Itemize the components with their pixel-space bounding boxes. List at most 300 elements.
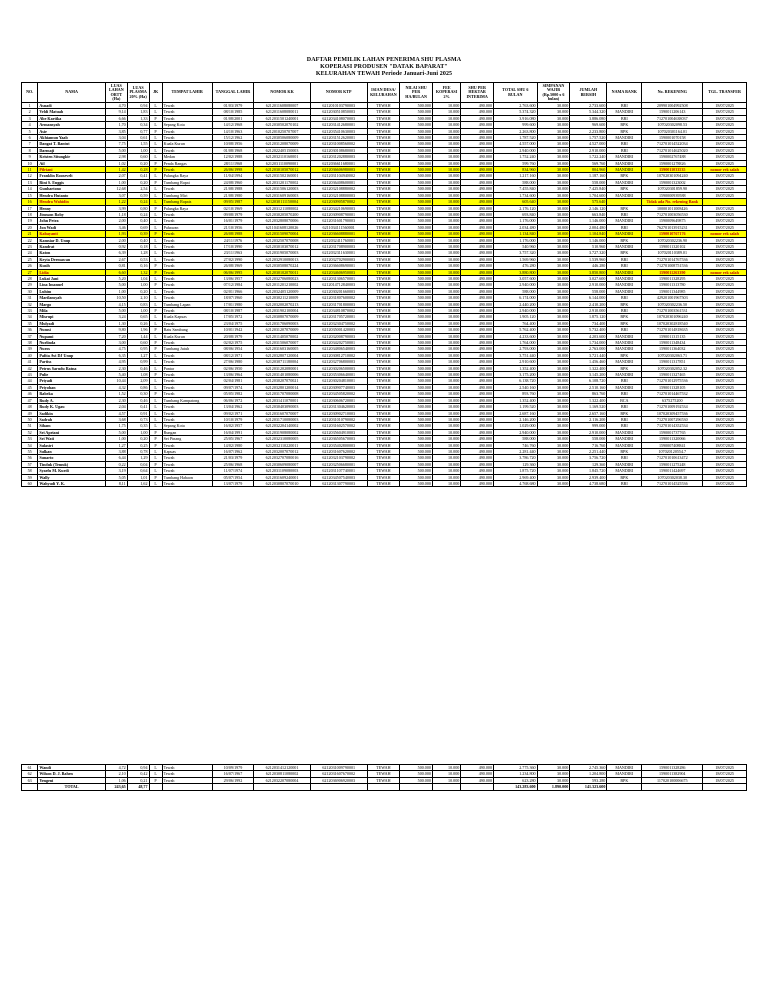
cell-no: 50 [22,416,38,422]
cell-per: 490.000 [461,103,494,109]
cell-plasma: 0,35 [127,423,149,429]
cell-bank: MANDIRI [607,384,642,390]
cell-tempat: Tewah [162,275,212,281]
cell-ktp: 6212032008790003 [310,333,367,339]
cell-no: 18 [22,211,38,217]
column-header: SIMPANAN WAJIB (Rp.5000 x 6 bulan) [537,83,570,103]
cell-name: Petrus Sarudu Ratna [38,365,106,371]
cell-jk: P [149,263,162,269]
cell-fee: 10.000 [432,218,460,224]
cell-name: Rabeka [38,391,106,397]
cell-total: 2.263.800 [494,128,538,134]
cell-luas: 1,18 [105,211,127,217]
cell-plasma: 0,59 [127,192,149,198]
cell-rek: 107020309457536 [642,410,703,416]
cell-bersih: 4.527.000 [570,141,607,147]
cell-tgl: 25/05/1967 [212,436,253,442]
cell-nilai: 500.000 [400,205,433,211]
cell-nilai: 500.000 [400,771,433,777]
cell-plasma: 0,77 [127,128,149,134]
cell-tempat: Tewah [162,237,212,243]
cell-rek: 1590001737765 [642,429,703,435]
cell-per: 490.000 [461,135,494,141]
cell-simpanan: 30.000 [537,179,570,185]
cell-luas: 1,27 [105,442,127,448]
cell-desa: TEWAH [367,237,400,243]
cell-simpanan: 30.000 [537,474,570,480]
cell-no: 45 [22,384,38,390]
cell-rek: 1590001278826 [642,160,703,166]
cell-name: Wandi [38,765,106,771]
total-total: 143.283.600 [494,784,538,790]
cell-name: Pilriani [38,167,106,173]
cell-rek: 1590011328105 [642,384,703,390]
cell-fee: 10.000 [432,410,460,416]
cell-tf: 18/07/2025 [703,103,747,109]
cell-desa: TEWAH [367,141,400,147]
cell-bersih: 5.732.400 [570,327,607,333]
cell-simpanan: 30.000 [537,777,570,783]
cell-name: Nurlinda [38,340,106,346]
cell-plasma: 0,21 [127,777,149,783]
cell-ktp: 6212032702900003 [310,256,367,262]
cell-total: 1.764.000 [494,340,538,346]
cell-rek: 1590011344985 [642,288,703,294]
cell-jk: L [149,765,162,771]
cell-bank: BRI [607,404,642,410]
cell-desa: TEWAH [367,372,400,378]
cell-desa: TEWAH [367,416,400,422]
cell-total: 2.910.600 [494,359,538,365]
cell-fee: 10.000 [432,372,460,378]
cell-bersih: 2.657.160 [570,410,607,416]
cell-kk: 6212032007070012 [254,448,311,454]
cell-luas: 5,00 [105,147,127,153]
cell-tempat: Tewah [162,135,212,141]
cell-bersih: 2.116.200 [570,416,607,422]
cell-rek: 762701013915231 [642,224,703,230]
cell-plasma: 0,20 [127,436,149,442]
cell-kk: 6212032808070006 [254,218,311,224]
cell-name: Dangat T. Bantut [38,141,106,147]
cell-tempat: Tewah [162,765,212,771]
cell-bersih: 5.344.320 [570,109,607,115]
cell-fee: 10.000 [432,346,460,352]
cell-nilai: 500.000 [400,455,433,461]
cell-nilai: 500.000 [400,218,433,224]
cell-tgl: 05/05/1982 [212,391,253,397]
cell-total: 2.940.000 [494,282,538,288]
cell-bank: MANDIRI [607,771,642,777]
cell-kk: 6212032801200014 [254,384,311,390]
cell-no: 16 [22,199,38,205]
cell-bank: BRI [607,263,642,269]
cell-per: 490.000 [461,128,494,134]
cell-no: 4 [22,122,38,128]
cell-tf: 18/07/2025 [703,365,747,371]
cell-fee: 10.000 [432,314,460,320]
cell-tgl: 27/06/1980 [212,359,253,365]
cell-kk: 6212030105070012 [254,167,311,173]
cell-jk: L [149,378,162,384]
cell-name: Numsi [38,327,106,333]
cell-name: Franklin Roosevelt [38,173,106,179]
cell-plasma: 0,42 [127,771,149,777]
cell-bersih: 1.322.400 [570,365,607,371]
cell-plasma: 0,18 [127,243,149,249]
cell-tgl: 11/04/1994 [212,173,253,179]
cell-rek: 107020302236.90 [642,237,703,243]
cell-plasma: 0,95 [127,346,149,352]
cell-kk: 6212032910080013 [254,256,311,262]
cell-tf: nomor rek salah [703,231,747,237]
cell-bersih: 3.145.200 [570,372,607,378]
cell-jk: L [149,192,162,198]
cell-tgl: 26/08/1988 [212,231,253,237]
cell-simpanan: 30.000 [537,480,570,486]
cell-luas: 1,02 [105,160,127,166]
cell-luas: 0,92 [105,243,127,249]
cell-simpanan: 30.000 [537,359,570,365]
cell-simpanan: 30.000 [537,404,570,410]
cell-per: 490.000 [461,771,494,777]
cell-tf: 18/07/2025 [703,455,747,461]
cell-total: 1.217.160 [494,173,538,179]
cell-ktp: 6212031107740001 [310,468,367,474]
cell-total: 999.600 [494,122,538,128]
cell-rek: 107020110389.01 [642,250,703,256]
cell-luas: 2,07 [105,173,127,179]
cell-luas: 1,22 [105,199,127,205]
cell-tf: 18/07/2025 [703,147,747,153]
cell-tgl: 25/06/1968 [212,461,253,467]
total-label: TOTAL [38,784,106,790]
cell-tgl: 02/04/1981 [212,378,253,384]
cell-bank: BCA [607,397,642,403]
cell-jk: L [149,771,162,777]
cell-tempat: Tewah [162,461,212,467]
cell-per: 490.000 [461,378,494,384]
cell-tempat: Tewah [162,218,212,224]
cell-tgl: 02/01/1966 [212,288,253,294]
cell-plasma: 2,10 [127,295,149,301]
cell-tempat: Tumbang Kampatong [162,397,212,403]
cell-total: 1.752.240 [494,154,538,160]
cell-tf: 18/07/2025 [703,218,747,224]
cell-luas: 3,68 [105,416,127,422]
cell-no: 10 [22,160,38,166]
cell-bersih: 575.640 [570,199,607,205]
cell-rek: 712701014525536 [642,480,703,486]
cell-bersih: 1.757.520 [570,135,607,141]
cell-desa: TEWAH [367,765,400,771]
cell-jk: L [149,359,162,365]
cell-simpanan: 30.000 [537,269,570,275]
cell-no: 54 [22,442,38,448]
cell-tgl: 27/02/1990 [212,256,253,262]
cell-name: Lina Imanuel [38,282,106,288]
cell-ktp: 6212030510850003 [310,109,367,115]
cell-rek: 107020302052.32 [642,365,703,371]
cell-plasma: 0,41 [127,404,149,410]
cell-bank: BRI [607,295,642,301]
cell-jk: L [149,455,162,461]
cell-no: 19 [22,218,38,224]
cell-tempat: Tumbang Lapan [162,301,212,307]
cell-tf: 18/07/2025 [703,416,747,422]
cell-bank: BRI [607,224,642,230]
cell-no: 31 [22,295,38,301]
cell-no: 6 [22,135,38,141]
cell-nilai: 500.000 [400,308,433,314]
cell-jk: P [149,231,162,237]
cell-no: 30 [22,288,38,294]
cell-luas: 5,40 [105,372,127,378]
cell-plasma: 0,20 [127,179,149,185]
cell-plasma: 0,80 [127,205,149,211]
cell-per: 490.000 [461,282,494,288]
cell-kk: 6212031707080008 [254,391,311,397]
cell-per: 490.000 [461,167,494,173]
cell-bank: MANDIRI [607,135,642,141]
cell-bank: BRI [607,115,642,121]
cell-nilai: 500.000 [400,327,433,333]
cell-rek: 712701014352534 [642,423,703,429]
cell-ktp: 6212036611680001 [310,160,367,166]
cell-per: 490.000 [461,231,494,237]
cell-name: Rini S. Enggis [38,179,106,185]
cell-bersih: 2.510.160 [570,384,607,390]
cell-total: 605.640 [494,199,538,205]
cell-name: Sunarto [38,455,106,461]
cell-fee: 10.000 [432,231,460,237]
cell-tempat: Sei Pinang [162,436,212,442]
cell-kk: 6212032002070213 [254,301,311,307]
cell-ktp: 6212035402800003 [310,442,367,448]
cell-rek: 712701014522034 [642,141,703,147]
cell-fee: 10.000 [432,186,460,192]
cell-rek: 1590011364032 [642,346,703,352]
cell-tf: 18/07/2025 [703,160,747,166]
cell-name: John Petra [38,218,106,224]
cell-luas: 1,30 [105,320,127,326]
cell-plasma: 0,24 [127,211,149,217]
cell-kk: 6212032706080023 [254,275,311,281]
cell-ktp: 6212031705720001 [310,314,367,320]
cell-fee: 10.000 [432,173,460,179]
cell-bank: BRI [607,327,642,333]
cell-no: 11 [22,167,38,173]
cell-tf: 18/07/2025 [703,295,747,301]
cell-plasma: 0,69 [127,224,149,230]
cell-rek: 107020302236.50 [642,301,703,307]
cell-fee: 10.000 [432,211,460,217]
cell-ktp: 6212034210690003 [310,205,367,211]
cell-jk: L [149,154,162,160]
cell-total: 3.057.600 [494,275,538,281]
cell-bersih: 1.169.520 [570,404,607,410]
cell-per: 490.000 [461,404,494,410]
cell-tgl: 26/06/1998 [212,167,253,173]
cell-bank: BPK [607,250,642,256]
cell-name: Wally [38,474,106,480]
cell-tgl: 21/10/1956 [212,224,253,230]
cell-tempat: Tumbang Rapais [162,199,212,205]
cell-tempat: Medan [162,154,212,160]
cell-tf: 18/07/2025 [703,436,747,442]
cell-bersih: 1.734.000 [570,340,607,346]
cell-jk: L [149,365,162,371]
cell-no: 42 [22,365,38,371]
cell-desa: TEWAH [367,771,400,777]
cell-tgl: 15/12/1962 [212,135,253,141]
cell-kk: 6212011608080007 [254,103,311,109]
cell-kk: 6212030807070009 [254,314,311,320]
cell-bersih: 7.425.840 [570,186,607,192]
cell-luas: 3,19 [105,468,127,474]
cell-ktp: 6212034108070003 [310,115,367,121]
cell-tgl: 13/07/1979 [212,480,253,486]
cell-bank: MANDIRI [607,359,642,365]
cell-luas: 4,72 [105,765,127,771]
cell-rek: 107020302818540 [642,320,703,326]
cell-tf: 18/07/2025 [703,211,747,217]
cell-tgl: 01/08/2001 [212,115,253,121]
cell-tempat: Tewah [162,288,212,294]
cell-tgl: 20/08/1979 [212,333,253,339]
cell-ktp: 6212031701800003 [310,301,367,307]
cell-plasma: 1,00 [127,282,149,288]
cell-ktp: 6212030204810001 [310,378,367,384]
cell-rek: 1590010767176 [642,231,703,237]
cell-name: Lidia [38,269,106,275]
cell-tempat: Tewah [162,771,212,777]
cell-tf: 18/07/2025 [703,352,747,358]
cell-bank: MANDIRI [607,269,642,275]
column-header: NAMA [38,83,106,103]
cell-plasma: 0,94 [127,765,149,771]
column-header: NOMOR KK [254,83,311,103]
cell-desa: TEWAH [367,288,400,294]
cell-kk: 6212031607070007 [254,410,311,416]
cell-luas: 0,22 [105,461,127,467]
cell-total: 3.786.720 [494,455,538,461]
cell-simpanan: 30.000 [537,231,570,237]
cell-ktp: 6212036606980003 [310,167,367,173]
cell-luas: 2,30 [105,365,127,371]
cell-per: 490.000 [461,154,494,160]
column-header: NILAI SHU PER HA/BULAN [400,83,433,103]
cell-tempat: Batu Sambung [162,327,212,333]
cell-per: 490.000 [461,237,494,243]
cell-tempat: Tewah [162,128,212,134]
cell-tempat: Tewah [162,416,212,422]
cell-per: 490.000 [461,308,494,314]
cell-fee: 10.000 [432,243,460,249]
cell-per: 490.000 [461,147,494,153]
cell-simpanan: 30.000 [537,314,570,320]
cell-tf: 18/07/2025 [703,346,747,352]
cell-fee: 10.000 [432,352,460,358]
cell-tgl: 09/05/1987 [212,199,253,205]
cell-no: 25 [22,256,38,262]
cell-per: 490.000 [461,455,494,461]
cell-desa: TEWAH [367,410,400,416]
cell-kk: 6212032507070008 [254,237,311,243]
cell-plasma: 1,44 [127,333,149,339]
cell-bersih: 2.146.120 [570,205,607,211]
cell-jk: L [149,416,162,422]
cell-plasma: 1,62 [127,480,149,486]
cell-desa: TEWAH [367,301,400,307]
cell-tempat: Kuala Kurun [162,333,212,339]
cell-tempat: Tewah [162,186,212,192]
cell-jk: L [149,333,162,339]
cell-tgl: 24/11/1976 [212,237,253,243]
cell-ktp: 6212031009790001 [310,765,367,771]
cell-total: 1.234.800 [494,771,538,777]
cell-jk: L [149,224,162,230]
cell-simpanan: 30.000 [537,468,570,474]
cell-no: 27 [22,269,38,275]
cell-bank: BRI [607,211,642,217]
cell-per: 490.000 [461,205,494,211]
cell-fee: 10.000 [432,295,460,301]
cell-tgl: 09/08/1979 [212,211,253,217]
cell-total: 1.875.720 [494,468,538,474]
cell-simpanan: 30.000 [537,250,570,256]
cell-kk: 6212031506120003 [254,186,311,192]
cell-tgl: 26/08/1969 [212,263,253,269]
cell-jk: P [149,346,162,352]
cell-tf: 18/07/2025 [703,397,747,403]
cell-luas: 1,70 [105,122,127,128]
cell-simpanan: 30.000 [537,391,570,397]
cell-nilai: 500.000 [400,314,433,320]
cell-per: 490.000 [461,211,494,217]
cell-tgl: 12/02/1988 [212,154,253,160]
cell-plasma: 0,16 [127,263,149,269]
cell-total: 2.969.400 [494,474,538,480]
cell-tgl: 14/02/1980 [212,442,253,448]
cell-tempat: Sepang Kota [162,423,212,429]
cell-per: 490.000 [461,173,494,179]
cell-tempat: Tumbang Habaon [162,474,212,480]
cell-tgl: 08/10/1987 [212,308,253,314]
cell-tempat: Pantar [162,365,212,371]
cell-rek: 100001011008426 [642,205,703,211]
cell-name: Priyohan [38,384,106,390]
cell-total: 540.960 [494,243,538,249]
cell-simpanan: 30.000 [537,160,570,166]
cell-jk: L [149,103,162,109]
cell-desa: TEWAH [367,474,400,480]
cell-name: Asie [38,128,106,134]
cell-no: 52 [22,429,38,435]
cell-tgl: 01/08/1968 [212,147,253,153]
cell-ktp: 6212031104940002 [310,173,367,179]
cell-no: 56 [22,455,38,461]
cell-simpanan: 30.000 [537,243,570,249]
cell-jk: P [149,436,162,442]
cell-per: 490.000 [461,423,494,429]
cell-bank: MANDIRI [607,179,642,185]
cell-tempat: Tewah [162,282,212,288]
cell-luas: 10,50 [105,295,127,301]
cell-fee: 10.000 [432,416,460,422]
cell-fee: 10.000 [432,122,460,128]
cell-fee: 10.000 [432,192,460,198]
